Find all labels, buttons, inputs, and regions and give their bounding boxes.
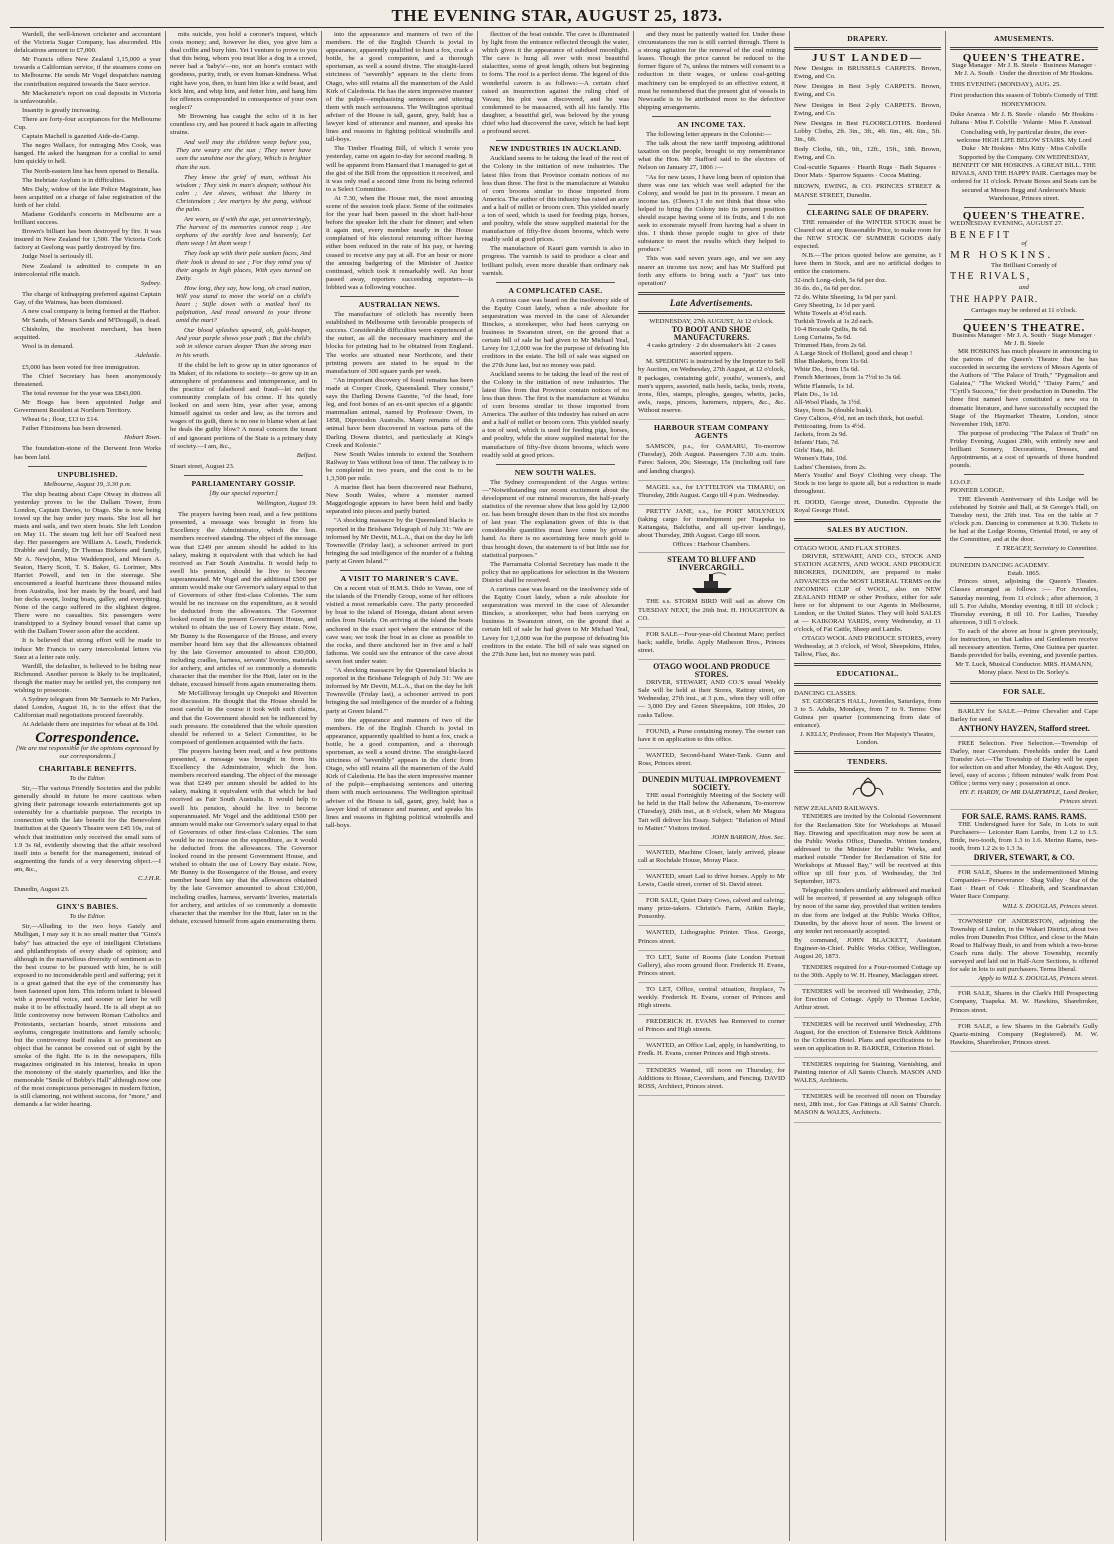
ad-title: PIONEER LODGE. [950,487,1005,495]
divider [794,519,941,522]
ad-title: OTAGO WOOL AND FLAX STORES. [794,545,902,553]
news-paragraph: On a recent visit of H.M.S. Dido to Vavau, one of the islands of the Friendly Group, some of her officers visited a most remarkable cave. The party proceeded by boat to the island of Hoonga, distant about seven miles from Neiafu. On arriving at the island the boats anchored in the exact spot where the entrance of the cave was; we took the boat in as close as possible to the rocks, and there anchored her in five and a half fathoms. We could see the entrance of the cave about seven feet under water. [326,585,473,665]
price-line: 72 do. White Sheeting, 1s 9d per yard. [794,293,897,301]
section-heading: AN INCOME TAX. [677,119,746,129]
divider [964,557,1084,558]
news-paragraph: A Sydney telegram from Mr Samuels to Mr Parkes, dated London, August 16, is to the effect that the Californian mail negotiations proceed favorably. [14,696,161,720]
divider [28,466,147,467]
divider [340,570,459,571]
price-line: Men's Youths' and Boys' Clothing very cheap. The Stock is too large to quote all, but a reduction is made throughout. [794,471,941,495]
ad-body: TO LET, Suite of Rooms (late London Portrait Gallery), also room ground floor. Frederick H. Evans, Princes street. [638,953,785,977]
poem-verse: How long, they say, how long, oh cruel nation, Will you stand to move the world on a child's heart ; Stifle down with a mailed heel its palpitation, And tread onward to your throne amid the mart? [176,284,311,325]
news-paragraph: A new coal company is being formed at the Harbor. [22,308,161,315]
ad-body: PRETTY JANE, s.s., for PORT MOLYNEUX (taking cargo for transhipment per Tuapeka to Kaitangata, Balclutha, and all up-river landings), about Thursday, 28th August. Cargo till noon. [638,507,785,540]
news-paragraph: A curious case was heard on the insolvency side of the Equity Court lately, when a rule absolute for sequestration was moved in the case of Alexander Binckes, a storekeeper, who had been carrying on business in Swanston street, on the ground that a certain bill of sale he had given to Mr Michael Yeal, Levey for 1,2,000 was for the purpose of defeating his creditors in the estate. The bill of sale was signed on the 27th June last, but no money was paid. [482,586,629,658]
divider [950,47,1098,50]
ad-title: CLEARING SALE OF DRAPERY. [806,207,929,217]
news-paragraph: The Sydney correspondent of the Argus writes:—"Notwithstanding our recent excitement about the development of our mineral resources, the half-yearly statistics of the revenue show that less gold by 12,000 oz. has been brought down than in the first six months of last year. The explanation given of this is that considerable quantities must have come by private hand. As there is no ascertaining how much gold is thus brought down, the statement is of but little use for statistical purposes." [482,478,629,559]
news-paragraph: Mr McGillivray brought up Onepoki and Riverton for discussion. He thought that the House should be most careful in the course it took with such claims, and that the Government should not be influenced by such pressure. He considered that the whole question should be referred to a Select Committee, to be composed of gentlemen acquainted with the facts. [170,690,317,746]
ad-title: FOR SALE. RAMS. RAMS. RAMS. [961,811,1087,821]
letter-salutation: To the Editor. [69,774,106,782]
ad-body: FOR SALE—Four-year-old Chestnut Mare; perfect hack; saddle, bridle. Apply Matheson Bros., Princes street. [638,630,785,654]
ad-body: DRIVER, STEWART, AND CO., STOCK AND STATION AGENTS, AND WOOL AND PRODUCE BROKERS, DUNEDIN, are prepared to make ADVANCES on the MOST LIBERAL TERMS on the INCOMING CLIP of WOOL, also on NEW ZEALAND HEMP or other Produce, either for sale here or for shipment to our Agents in Melbourne, London, or the United States. They will hold SALES at — KAIKORAI YARDS, every Wednesday, at 11 o'clock, of Fat Cattle, Sheep and Lambs. [794,553,941,634]
letter-date: Stuart street, August 23. [170,462,235,470]
classified-ad [950,708,1098,737]
divider [638,292,785,295]
ad-signature: Mr T. Luck, Musical Conductor. MRS. HAMANN, Moray place. Next to Dr. Sorley's. [955,661,1093,677]
letter-body: Mr Browning has caught the echo of it in her countless cry, and has poured it back again in affecting strains. [170,112,317,137]
classified-ad [638,849,785,870]
price-line: Blue Blankets, from 11s 6d. [794,358,869,366]
price-line: Grey Sheeting, 1s 1d per yard. [794,301,876,309]
price-line: White Towels at 4½d each. [794,309,867,317]
news-paragraph: The negro Wallace, for outraging Mrs Cook, was hanged. He asked the hangman for a cordial to send him quickly to hell. [14,142,161,166]
ad-line: THE RIVALS, [950,271,1032,283]
news-paragraph: The manufacture of oilcloth has recently been established in Melbourne with favorable prospects of success. Considerable difficulties were experienced at the outset, as all the necessary machinery and the blocks for printing had to be obtained from England. The works are situated near Northcote, and their printing powers are stated to be equal to the manufacture of 300 square yards per week. [326,311,473,375]
news-paragraph: The charge of kidnapping preferred against Captain Gay, of the Waimea, has been dismissed. [14,290,161,306]
section-heading: AUSTRALIAN NEWS. [358,300,441,309]
ad-line: Business Manager · Mr J. A. South · Stage Manager · Mr J. B. Steele [952,331,1096,347]
ad-body: WANTED, smart Lad to drive horses. Apply to Mr Lewis, Castle street, corner of St. David street. [638,872,785,889]
price-line: French Merinoes, from 1s 7½d to 3s 6d. [794,374,902,382]
price-line: 36 do. do., 6s 6d per doz. [794,285,862,293]
shipping-ad [638,508,785,553]
ad-body: WANTED, an Office Lad, apply, in handwriting, to Fredk. H. Evans, corner Princes and High streets. [638,1042,785,1058]
ad-signature: BROWN, EWING, & CO. PRINCES STREET & MANSE STREET, Dunedin. [794,183,941,199]
news-paragraph: Mr Francis offers New Zealand 1,15,000 a year towards a Californian service, if the steamers come on to Melbourne. He sends Mr Vogel despatches naming the contribution required towards the Suez service. [14,56,161,88]
shipping-ad [638,556,785,627]
divider [808,204,927,205]
dateline: Hobart Town. [124,434,161,442]
poem-verse: Our blood splashes upward, oh, gold-heaper, And your purple shows your path ; But the child's sob in silence curses deeper Than the strong man in his wrath. [176,327,311,359]
ad-body: TOWNSHIP OF ANDERSTON, adjoining the Township of Linden, in the Wakari District, about two miles from Dunedin Post Office, and close to the Main Road to Halfway Bush, to and from which a two-horse Coach runs daily. The above Township, recently surveyed and laid out in Half-Acre Sections, is offered for sale in lots to suit purchasers. Terms liberal. [950,917,1098,974]
ad-body: FOR SALE, Shares in the undermentioned Mining Companies— Perseverance · Shag Valley · Star of the East · Heart of Oak · Elizabeth, and Scandinavian Water Race Company. [950,869,1098,901]
ad-date: THIS EVENING (MONDAY), AUG. 25. [950,81,1062,89]
news-paragraph: A marine fleet has been discovered near Bathurst, New South Wales, where a monster named Maggotlogogie appears to have been held and badly separated into pieces and partly buried. [326,484,473,516]
ad-signature: J. KELLY, Professor, From Her Majesty's Theatre, London. [800,731,935,747]
ad-title: I.O.O.F. [950,479,972,487]
news-paragraph: Wheat 6s ; flour, £13 to £14. [22,416,99,424]
classified-ad [638,752,785,773]
news-paragraph: Madame Goddard's concerts in Melbourne are a brilliant success. [14,210,161,227]
section-heading: A COMPLICATED CASE. [508,285,603,295]
ad-line: and [1018,284,1030,292]
dateline: Sydney. [140,279,161,287]
theatre-title: QUEEN'S THEATRE. [962,52,1086,65]
divider [28,898,147,899]
ad-body: WANTED, Machine Closer, lately arrived, please call at Rochdale House, Moray Place. [638,848,785,864]
letter-signature: C.J.H.R. [137,875,161,882]
divider [794,683,941,686]
correspondence-heading: Correspondence. [35,729,140,746]
column-6 [790,31,946,1541]
letter-heading: CHARITABLE BENEFITS. [38,763,137,773]
ad-body: ST. GEORGE'S HALL, Juveniles, Saturdays, from 3 to 5. Adults, Mondays, from 7 to 9. Terms: One Guinea per quarter (commencing from date of entrance). [794,697,941,729]
ad-body: TENDERS are invited by the Colonial Government for the Reclamation Site for Workshops at Mussel Bay. Drawing and specification may now be seen at the Public Works Office, Dunedin. Written tenders, addressed to the Minister for Public Works, and marked outside "Tender for Reclamation of Site for Workshops at Mussel Bay," will be received at this office up till four p.m. of Wednesday, the 3rd September, 1873. [794,813,941,886]
news-paragraph: There are forty-four acceptances for the Melbourne Cup. [14,115,161,132]
news-paragraph: New South Wales intends to extend the Southern Railway to Yass without loss of time. The railway is to be completed in two years, and the cost is to be 1,3,500 per mile. [326,450,473,482]
news-paragraph: The ship beating about Cape Otway in distress all yesterday proves to be the Dallam Tower, from London, Captain Davies, to Otago. She is now being towed up the bay under jury masts. She lost all her masts and sails, and two stern boats. She left London on May 11. The steam tug left her off Seaford next day. Her passengers are William A. Leach, Frederick Drabble and family, Dr Thomas Bickens and family, Mr A. Newjohn, Miss Waddenpool, and Messrs A. Seaton, Harry Scott, T. S. Baker, G. Lorimer, Mrs Harriet Powell, and ten in the steerage. She encountered a fearful hurricane three thousand miles from Australia, lost her masts by the board, and had her decks swept, losing boats, galley, and everything. None of the cargo suffered in the slightest degree. There were no casualties. Six passengers were transhipped to a Sydney bound vessel that came up with the Dallam Tower soon after the accident. [14,490,161,636]
news-paragraph: Mrs Daly, widow of the late Police Magistrate, has been acquitted on a charge of false registration of the birth of her child. [14,185,161,209]
divider [794,663,941,666]
section-heading: NEW INDUSTRIES IN AUCKLAND. [489,144,622,154]
ad-items: 4 casks grindery · 2 do shoemaker's kit · 2 cases assorted uppers. [647,342,776,358]
news-paragraph: Chisholm, the insolvent merchant, has been acquitted. [14,326,161,342]
divider [794,47,941,50]
theatre-title: QUEEN'S THEATRE. [962,209,1086,222]
ad-signature: ANTHONY HAYZEN, Stafford street. [958,723,1090,733]
classified-ad [638,929,785,950]
classified-ad [638,1018,785,1039]
classified-ad [950,990,1098,1019]
column-1 [10,31,166,1541]
columns [10,31,1104,1541]
ad-body: FOUND, a Purse containing money. The owner can have it on application to this office. [638,727,785,743]
news-paragraph: flection of the boat outside. The cave is illuminated by light from the entrance reflected through the water, which gives it the appearance of subdued moonlight. The cave is hung all over with most beautiful stalactites, some of great length, others but beginning to form. The roof is a perfect dome. The legend of this wonderful cavern is as follows:—A certain chief raised an insurrection against the ruling chief of Vavau; his plot was discovered, and he was condemned to be massacred, with all his family. His daughter, a beautiful girl, was beloved by the young chief who had discovered the cave, which he had kept a profound secret. [482,31,629,136]
news-paragraph: The manufacture of Kauri gum varnish is also in progress. The varnish is said to produce a clear and brilliant polish, even more durable than ordinary oak varnish. [482,245,629,277]
ad-title: STEAM TO BLUFF AND INVERCARGILL. [667,555,756,573]
ad-line: New Designs in BRUSSELS CARPETS. Brown, Ewing, and Co. [794,65,941,81]
ad-line: Estab. 1865. [1007,570,1041,578]
column-3 [322,31,478,1541]
news-paragraph: and they must be patiently waited for. Under these circumstances the run is still carried through. There is a strong agitation for the removal of the coal mining leases. Though the price cannot be reduced to the former figure of 7s, unless the miners will consent to a reduction in their wages, or unless coal-getting machinery can be employed to an effective extent, it must be remembered that the present glut of vessels in Newcastle is to be attributed more to the defective shipping arrangements. [638,31,785,111]
ad-body: To each of the above an hour is given previously, for instruction, so that Ladies and Gentlemen receive all necessary attention. Terms, One Guinea per quarter. Bands provided for balls, evening, and juvenile parties. [950,627,1098,660]
news-paragraph: Brown's billiant has been destroyed by fire. It was insured in New Zealand for 1,500. The Victoria Cork factory at Geelong was partly destroyed by fire. [14,228,161,252]
news-paragraph: The following letter appears in the Colonist:— [646,131,772,139]
ad-signature: By command, JOHN BLACKETT, Assistant Engineer-in-Chief. Public Works Office, Wellington, August 20, 1873. [794,936,941,960]
classified-ad [638,631,785,660]
ad-signature: JOHN BARRON, Hon. Sec. [711,833,785,841]
ad-title: DANCING CLASSES. [794,689,857,697]
ad-body: WANTED, Lithographic Printer. Thos. George, Princes street. [638,929,785,945]
news-paragraph: It is believed that strong effort will be made to induce Mr Francis to carry intercolonial letters via Suez at a letter rate only. [14,637,161,661]
divider [794,751,941,754]
ad-title: TO BOOT AND SHOE MANUFACTURERS. [671,325,752,343]
ad-body: DRIVER, STEWART, AND CO.'S usual Weekly Sale will be held at their Stores, Rattray street, on Wednesday, 27th inst., at 3 p.m., when they will offer — 3,000 Dry and Green Sheepskins, 100 Hides, 20 casks Tallow. [638,679,785,719]
news-paragraph: into the appearance and manners of two of the members. He of the English Church is jovial in appearance, apparently qualified to hunt a fox, crack a bottle, be a good companion, and a thorough sportsman, as well a sound divine. The straight-laced strictness of "seventhly" appears in the cleric from Otago, who still retains all the mannerism of the Auld Kirk of Caledonia. He has the stern impressive manner of the pulpit—emphasising sentences and uttering them with much seriousness. The Wellington spiritual adviser of the House is tall, gaunt, grey, bald; has a lawyer kind of utterance and manner, and speaks his lines and reasons in fighting political windmills and tall-boys. [326,716,473,829]
price-line: Trimmed Hats, from 2s 6d. [794,342,867,350]
ad-body: N.B.—The prices quoted below are genuine, as I have them in Stock, and are no artificial dodges to entice the customers. [794,252,941,276]
ad-body: M. SPEDDING is instructed by the Importer to Sell by Auction, on Wednesday, 27th August, at 12 o'clock, 8 packages, containing girls', youths', women's, and men's uppers, assorted, nails heels, tacks, tools, rivets, irons, files, stamps, ploughs, gauges, whetts, jacks, awls, rasps, pincers, hammers, nippers, &c., &c. Without reserve. [638,358,785,414]
price-line: Long Curtains, 5s 6d. [794,334,852,341]
classified-ad [950,740,1098,810]
poem-verse: They look up with their pale sunken faces, And their look is dread to see ; For they mind you of their angels in high places, With eyes turned on Deity. [176,250,311,282]
ad-body: FOR SALE, a few Shares in the Gabriel's Gully Quartz-mining Company (Registered). M. W. Hawkins, Sharebroker, Princes street. [950,1022,1098,1046]
news-paragraph: into the appearance and manners of two of the members. He of the English Church is jovial in appearance, apparently qualified to hunt a fox, crack a bottle, be a good companion, and a thorough sportsman, as well a sound divine. The straight-laced strictness of "seventhly" appears in the cleric from Otago, who still retains all the mannerism of the Auld Kirk of Caledonia. He has the stern impressive manner of the pulpit—emphasising sentences and uttering them with much seriousness. The Wellington spiritual adviser of the House is tall, gaunt, grey, bald; has a lawyer kind of utterance and manner, and speaks his lines and reasons in fighting political windmills and tall-boys. [326,31,473,144]
ad-title: DUNEDIN MUTUAL IMPROVEMENT SOCIETY. [641,775,782,793]
news-paragraph: Father Fitzsimons has been drowned. [22,425,122,433]
royal-crest-icon [794,777,941,803]
price-line: Grey Calicos, 4½d, not an inch thick, but useful. [794,414,924,422]
divider [950,681,1098,684]
shipping-ad [638,484,785,505]
divider [496,140,615,141]
ad-body: TENDERS requiring for Staining, Varnishing, and Painting interior of All Saints Church. MASON AND WALES, Architects. [794,1060,941,1085]
divider [496,282,615,283]
section-heading: FOR SALE. [1002,687,1046,697]
ad-title: NEW ZEALAND RAILWAYS. [794,805,880,813]
poem-verse: And well may the children weep before you, They are weary ere the sun ; They never have seen the sunshine nor the glory, Which is brighter than the sun. [176,139,311,171]
news-paragraph: New Zealand is admitted to compete in an intercolonial rifle match. [14,262,161,278]
news-paragraph: The Parramatta Colonial Secretary has made it the policy that no applications for selection in the Western District shall be received. [482,560,629,584]
column-5 [634,31,790,1541]
ad-line: New Designs in Best FLOORCLOTHS. Bordered Lobby Cloths, 2ft. 3in., 3ft., 4ft. 6in., 4ft. 6in., 5ft. 3in., 6ft. [794,119,941,143]
ad-line: Carriages may be ordered at 11 o'clock. [971,306,1077,314]
ad-headline: JUST LANDED— [812,52,923,65]
tender-ad [794,1061,941,1090]
classified-ad [638,873,785,894]
news-paragraph: The Timber Floating Bill, of which I wrote you yesterday, came on again to-day for second reading. It will be apparent from Hansard that I managed to get at the gist of the Bill from the opposition it received, and it was only read a second time from its being referred to a Select Committee. [326,145,473,193]
price-line: 32-inch Long-cloth, 5s 6d per doz. [794,277,887,285]
price-line: White Flannels, 1s 1d. [794,382,854,390]
shipping-ad [638,443,785,480]
tender-ad [794,1021,941,1058]
poem-verse: They know the grief of man, without his wisdom ; They sink in man's despair, without his calm ; Are slaves, without the liberty in Christendom ; Are martyrs by the pang, without the palm. [176,173,311,213]
news-paragraph: The prayers having been read, and a few petitions presented, a message was brought in from his Excellency the Administrator, which the hon. members received standing. The object of the message was that £249 per annum should be added to his salary, making it equivalent with that which he had received as Fair South Australia. It would help to swell his pension, should he live to become superannuated. Mr Vogel and the additional £500 per annum would make our Governor's salary equal to that of Governors of other first-class Colonies. The sum would be no increase on the expenditure, as it would be deducted from the allowances. The Governor looked round in the present Government House, and wished to obtain the use of Lowry Bay estate. Now, Mr Bunny is the Rosengarce of the House, and every member heard him say that the allowances obtained by the late Governor amounted to about £30,000, including cradles, harness, servants' liveries, materials for archery, and articles of so commonly a domestic character that the member for the Hutt, later on in the debate, excused himself from again enumerating them. [170,511,317,689]
ad-body: THE Undersigned have for Sale, in Lots to suit Purchasers— Leicester Ram Lambs, from 1.2 to 1.5. Bride, two-tooth, from 1.3 to 1.6. Merino Rams, two-tooth, from 1.2 2s to 1.3 3s. [950,820,1098,852]
divider [496,464,615,465]
classified-ad [950,869,1098,914]
divider [340,296,459,297]
price-line: Ladies' Chemises, from 2s. [794,463,867,471]
section-heading: PARLIAMENTARY GOSSIP. [191,478,296,488]
dateline: Adelaide. [135,352,161,360]
ad-body: FREE Selection. Free Selection.—Township of Darley, near Caversham. Freeholds under the Land Transfer Act.—The Township of Darley will be open for selection on and after Monday, the 4th August. Dry, level, easy of access ; fifteen minutes' walk from Post Office ; terms very easy ; possession at once. [950,739,1098,788]
column-7 [946,31,1102,1541]
divider [964,474,1084,475]
ad-body: THE Eleventh Anniversary of this Lodge will be celebrated by Soirée and Ball, at St George's Hall, on Tuesday next, the 26th inst. Tea on the table at 7 o'clock p.m. Dancing to commence at 9.30. Tickets to be had at the Lodge Rooms, Oriental Hotel, or any of the Committee, and at the door. [950,495,1098,543]
ad-body: The purpose of producing "The Palace of Truth" on Friday Evening, August 29th, with entirely new and brilliant Scenery, Decorations, Dresses, and Appointments, at a cost of upwards of three hundred pounds. [950,429,1098,470]
classified-ad [638,897,785,926]
ad-body: First production this season of Tobin's Comedy of THE HONEYMOON. [950,92,1098,108]
ad-body: TENDERS Wanted, till noon on Thursday, for Additions to House, Caversham, and Fencing. DAVID ROSS, Architect, Princes street. [638,1066,785,1090]
classified-ad [638,728,785,749]
classified-ad [950,918,1098,988]
ad-body: Supported by the Company. ON WEDNESDAY, BENEFIT OF MR HOSKINS. A GREAT BILL. THE RIVALS, AND THE HAPPY PAIR. Carriages may be ordered for 11 o'clock. Private Boxes and Seats can be secured at Messrs Begg and Anderson's Music Warehouse, Princes street. [951,154,1097,202]
steamship-icon [638,572,785,598]
ad-date: WEDNESDAY EVENING, AUGUST 27. [950,219,1063,227]
price-line: Infants' Hats, 7d. [794,439,840,447]
news-paragraph: Mr Mackenzie's report on coal deposits in Victoria is unfavourable. [14,89,161,105]
letter-body: If the child be left to grow up in utter ignorance of its Maker, of its relations to society—to grow up in an atmosphere of profaneness and intemperance, and in the practice of falsehood and fraud—let not the community complain of his crime. If his quietly looked on and seen him, year after year, among himself against us order and law, as the terrors and wages of its guilt, there is no one to blame when at last he deals the guilty blow? A moral concern the tenant of and ignorant portions of the State is a primary duty of society.—I am, &c., [170,361,317,450]
price-line: Petticoating, from 1s 4½d. [794,423,865,431]
news-paragraph: Captain Machell is gazetted Aide-de-Camp. [22,133,140,141]
ad-signature: H. DODD, George street, Dunedin. Opposite the Royal George Hotel. [794,498,941,514]
ad-line: New Designs in Best 2-ply CARPETS. Brown, Ewing, and Co. [794,101,941,117]
price-line: Girls' Hats, 8d. [794,447,835,455]
news-paragraph: Wool is in demand. [22,343,74,351]
section-heading: A VISIT TO MARINER'S CAVE. [340,574,459,583]
price-line: Stays, from 3s (double busk). [794,406,873,414]
news-paragraph: Wardell, the well-known cricketer and accountant of the Victoria Sugar Company, has absconded. His defalcations amount to £7,000. [14,31,161,55]
price-line: Jackets, from 2s 9d. [794,431,848,439]
news-paragraph: "An important discovery of fossil remains has been made at Cooper Creek, Queensland. They consist," says the Darling Downs Gazette, "of the head, fore leg, and foot bones of an ex-unit species of a gigantic mammalian animal, named by Professor Owen, in 1858, Diprotodon Australis. Many remains of this animal have been discovered in various parts of the Darling Downs district, and particularly at King's Creek and Kolonie." [326,376,473,449]
ad-body: BARLEY for SALE.—Prime Chevalier and Cape Barley for seed. [950,707,1098,723]
news-paragraph: This was said seven years ago, and we see any nearer an income tax now; and has Mr Stafford put forth any efforts to bring such a "just" tax into operation? [638,255,785,287]
divider [794,538,941,541]
classified-ad [638,954,785,983]
section-heading: HARBOUR STEAM COMPANY AGENTS [654,423,769,441]
ad-body: TENDERS will be received until Wednesday, 27th August, for the erection of Extensive Brick Additions to the Criterion Hotel. Plans and specifications to be seen on application to R. BARKER, Criterion Hotel. [794,1020,941,1052]
ad-body: WANTED, Second-hand Water-Tank. Gunn and Ross, Princes street. [638,751,785,767]
ad-body: SAMSON, p.s., for OAMARU, To-morrow (Tuesday), 26th August. Passengers 7.30 a.m. train. Fares: Saloon, 20s; Steerage, 15s (including rail fare and landing charges). [638,443,785,475]
section-heading: UNPUBLISHED. [57,469,118,479]
ad-body: MAGEL s.s., for LYTTELTON via TIMARU, on Thursday, 28th August. Cargo till 4 p.m. Wednesday. [638,483,785,499]
ad-body: OTAGO WOOL AND PRODUCE STORES, every Wednesday, at 3 o'clock, of Wool, Sheepskins, Hides, Tallow, Flax, &c. [794,635,941,659]
tender-ad [794,988,941,1017]
ad-line: Body Cloths, 6ft., 9ft., 12ft., 15ft., 18ft. Brown, Ewing, and Co. [794,146,941,162]
ad-line: of [1021,239,1027,247]
section-heading: SALES BY AUCTION. [827,525,908,535]
ad-signature: Apply to WILL S. DOUGLAS, Princes street. [978,975,1098,983]
news-paragraph: At 7.30, when the House met, the most amusing scene of the session took place. Some of the estimates for the year had been passed in the short half-hour before the speaker left the chair for dinner; and when it again met, every member nearly in the House complained of his electoral returning officer having either been reduced in the rate of his pay, or having ceased to receive any pay at all. For an hour or more the amusing badgering of the Minister of Justice continued, which took it remarkably well. An hour passed away, reporters succeeding reporters—is lobbied was a following vouchee. [326,194,473,291]
letter-date: Dunedin, August 23. [14,886,70,894]
ad-line: MR HOSKINS. [950,249,1054,262]
price-line: Turkish Towels at 1s 2d each. [794,317,874,325]
news-paragraph: Wardill, the defaulter, is believed to be hiding near Richmond. Another person is likely to be implicated, though the matter may be settled yet, the company not wishing to prosecute. [14,662,161,695]
column-4 [478,31,634,1541]
news-paragraph: £5,000 has been voted for free immigration. [22,363,140,371]
divider [964,207,1084,208]
tender-ad [794,964,941,985]
ad-body: FREDERICK H. EVANS has Removed to corner of Princes and High streets. [638,1018,785,1034]
ad-body: FOR SALE, Quiet Dairy Cows, calved and calving; many prize-takers. Christie's Farm, Aitkin Bayle, Ponsonby. [638,897,785,921]
ad-title: OTAGO WOOL AND PRODUCE STORES. [653,662,770,680]
auction-ad [638,318,785,420]
price-line: All-Wool Plaids, 3s 1½d. [794,398,862,406]
classified-ad [638,663,785,725]
news-paragraph: "A shocking massacre by the Queensland blacks is reported in the Brisbane Telegraph of July 31: 'We are informed by Mr Devitt, M.L.A., that on the day he left Townsville (Friday last), a schooner arrived in port bringing the sad intelligence of the murder of a fishing party at Green Island.'" [326,667,473,715]
ad-line: The Brilliant Comedy of [991,262,1057,270]
divider [184,475,303,476]
news-paragraph: "As for new taxes, I have long been of opinion that there was one tax which was well adapted for the Colony, and would be just in its pressure. I mean an income tax. (Cheers.) I do not think that those who helped to bring the Colony into its present position should escape having some of its fruits, and I do not seek to exonerate myself from having had a share in this. I think those people ought to give of their substance to meet the results which they helped to produce." [638,173,785,254]
section-heading: AMUSEMENTS. [994,34,1054,43]
ad-signature: HY. F. HARDY, Or MR DALRYMPLE, Land Broker, Princes street. [959,789,1098,805]
ad-title: DUNEDIN DANCING ACADEMY. [950,562,1049,570]
poem-verse: Are worn, as if with the age, yet unretrievingly, The harvest of its memories cannot reap ; Are orphans of the earthly love and heavenly, Let them weep ! let them weep ! [176,216,311,248]
news-paragraph: Auckland seems to be taking the lead of the rest of the Colony in the initiation of new industries. The latest files from that Province contain notices of no less than three. The first is the manufacture at Waiuku of corn brooms similar to those imported from America. The author of this industry has raised an acre and a half of millet or broom corn. This yielded nearly a ton of seed, which is used for feeding pigs, horses, and poultry, while the straw supplied material for the manufacture of fifty-five dozen brooms, which were readily sold at good prices. [482,370,629,459]
news-paragraph: The Inebriate Asylum is in difficulties. [22,176,126,184]
tender-ad [794,1093,941,1122]
price-line: 10-4 Brocade Quilts, 8s 6d. [794,325,868,333]
news-paragraph: "A shocking massacre by the Queensland blacks is reported in the Brisbane Telegraph of July 31: 'We are informed by Mr Devitt, M.L.A., that on the day he left Townsville (Friday last), a schooner arrived in port bringing the sad intelligence of the murder of a fishing party at Green Island.'" [326,517,473,565]
news-paragraph: The talk about the new tariff imposing additional taxation on the people, brought to my remembrance what the Hon. Mr Stafford said to the electors of Nelson on January 27, 1866 :— [638,140,785,172]
section-heading: TENDERS. [847,757,888,767]
classified-ad [950,813,1098,867]
ad-date: WEDNESDAY, 27th AUGUST, At 12 o'clock. [649,317,774,325]
ad-line: Stage Manager · Mr J. B. Steele · Business Manager · Mr J. A. South · Under the direction of Mr Hoskins. [951,62,1097,78]
editorial-note: [We are not responsible for the opinions expressed by our correspondents.] [15,744,160,760]
section-heading: DRAPERY. [847,34,888,43]
cast-list: Duke Aranza · Mr J. B. Steele · olando · Mr Hoskins · Juliana · Miss F. Colville · Volante · Miss F. Anstead [950,110,1098,126]
letter-body: Sir,—Alluding to the two boys Gately and Mulligan, I may say it is no small matter that "Ginx's baby" has attracted the eye of intelligent Christians and philanthropists of every shade of opinion; and although in the marvellous diversity of sentiment as to the best course to be pursued with him, he is still exposed to no inconsiderable peril and suffering; yet it is a great gained that the eye of the community has been fastened upon him. This inform infant is blessed with a powerful voice, and sooner or later he will make it to be effectually heard. He is all ebept at no little controversy now between Roman Catholics and Protestants, sectarian boards, street missions and asylums, congregate institutions and family schools; but the controversy itself makes it so prominent an object that he cannot be covered out of sight by the smoke of the fight. He is in the newspapers, fills magazines originated in his interest, breaks in upon the monotony of the stately quarterlies, and like the memorable "Smile of Bobby's Hall" although now one of the most conspicuous personages in modern fiction, is still clamoring, not without success, for "more," and demands a far wider hearing. [14,923,161,1109]
news-paragraph: Insanity is greatly increasing. [22,106,101,114]
column-2 [166,31,322,1541]
ad-body: TENDERS will be received till Wednesday, 27th, for Erection of Cottage. Apply to Thomas Lockie, Arthur street. [794,988,941,1012]
ad-body: FOR SALE, Shares in the Clark's Hill Prospecting Company, Tuapeka. M. W. Hawkins, Sharebroker, Princes street. [950,990,1098,1014]
letter-salutation: To the Editor. [69,913,106,921]
ad-body: Princes street, adjoining the Queen's Theatre. Classes arranged as follows :— For Juveniles, Saturday morning, from 11 o'clock ; after afternoon, 3 till 5. For Adults, Monday evening, 8 till 10 o'clock ; Thursday evening, 8 till 10. For Ladies, Tuesday afternoon, 3 till 5 o'clock. [950,578,1098,626]
letter-signature: Belfast. [296,451,317,459]
ad-signature: T. TREACEY, Secretary to Committee. [995,545,1098,553]
divider [964,319,1084,320]
news-paragraph: Mr Boags has been appointed Judge and Government Resident at Northern Territory. [14,398,161,415]
letter-heading: GINX'S BABIES. [56,902,119,912]
ad-footer: Offices : Harbour Chambers. [672,541,751,549]
news-paragraph: The Chief Secretary has been anonymously threatened. [14,372,161,388]
divider [950,701,1098,704]
news-paragraph: The total revenue for the year was £843,000. [22,389,142,397]
price-line: A Large Stock of Holland, good and cheap ! [794,350,913,358]
ad-line: BENEFIT [950,229,1013,241]
news-paragraph: A curious case was heard on the insolvency side of the Equity Court lately, when a rule absolute for sequestration was moved in the case of Alexander Binckes, a storekeeper, who had been carrying on business in Swanston street, on the ground that a certain bill of sale he had given to Mr Michael Yeal, Levey for 1,2,000 was for the purpose of defeating his creditors in the estate. The bill of sale was signed on the 27th June last, but no money was paid. [482,296,629,369]
letter-body: mits suicide, you hold a coroner's inquest, which costs money; and, however he dies, you give him a deal coffin and bury him. Yet I venture to prove to you that this being, whom you treat like a dog in a crowd, never had a 'baby's'—no, nor an honr's contact with goodness, purity, truth, or even human-kindness. What right have you, then, to hunt him like a wild beast, and kick him, and whip him, and fetter him, and hang him for offences compounded in consequence of your own neglect? [170,31,317,111]
dateline: Wellington, August 19. [256,500,317,508]
divider [794,770,941,773]
ad-signature: DRIVER, STEWART, & CO. [973,853,1075,863]
section-heading: EDUCATIONAL. [836,669,899,679]
news-paragraph: The foundation-stone of the Derwent Iron Works has been laid. [14,445,161,461]
theatre-title: QUEEN'S THEATRE. [962,321,1086,334]
ad-body: Concluding with, by particular desire, the ever-welcome HIGH LIFE BELOW STAIRS. My Lord Duke · Mr Hoskins · Mrs Kitty · Miss Colville [956,128,1092,153]
ad-line: New Designs in Best 3-ply CARPETS. Brown, Ewing, and Co. [794,83,941,99]
news-paragraph: Judge Noel is seriously ill. [22,253,94,261]
news-paragraph: Auckland seems to be taking the lead of the rest of the Colony in the initiation of new industries. The latest files from that Province contain notices of no less than three. The first is the manufacture at Waiuku of corn brooms similar to those imported from America. The author of this industry has raised an acre and a half of millet or broom corn. This yielded nearly a ton of seed, which is used for feeding pigs, horses, and poultry, while the straw supplied material for the manufacture of fifty-five dozen brooms, which were readily sold at good prices. [482,155,629,244]
ad-body: THE remainder of the WINTER STOCK must be Cleared out at any Reasonable Price, to make room for the NEW STOCK OF SUMMER GOODS daily expected. [794,218,941,250]
ad-signature: WILL S. DOUGLAS, Princes street. [1002,902,1098,910]
late-ads-heading: Late Advertisements. [669,297,754,308]
ad-body: TENDERS required for a Four-roomed Cottage up to the 30th. Apply to W. H. Heaney, Maclaggan street. [794,964,941,980]
ad-body: MR HOSKINS has much pleasure in announcing to the patrons of the Queen's Theatre that he has succeeded in securing the services of Messrs Agents of the Authors of "The Palace of Truth," "Pygmalion and Galatea," "The Wicked World," "Daisy Farm," and "Cyril's Success," for their production in Dunedin. The three first named have constituted a new era in dramatic literature, and have successfully occupied the Stage of the Haymarket Theatre, London, since November 19th, 1870. [950,347,1098,428]
classified-ad [638,1042,785,1063]
divider [638,311,785,314]
letter-body: Sir,—The various Friendly Societies and the public generally should in future be more cautious when giving their patronage towards entertainments got up ostensibly for a charitable purpose. The receipts in connection with the late benefit for the Benevolent Institution at the Queen's Theatre were £45 10s, out of which that institution only received the small sum of 1.9 3s 6d, evidently showing that the affair resolved itself into a benefit for the management, instead of augmenting the funds of a very deserving object.—I am, &c., [14,784,161,873]
price-line: White Do., from 15s 6d. [794,366,860,374]
news-paragraph: Mr Sands, of Messrs Sands and M'Dougall, is dead. [22,317,161,325]
ad-body: TENDERS will be received till noon on Thursday next, 28th inst., for Gas Fittings at All Saints' Church. MASON & WALES, Architects. [794,1093,941,1117]
price-line: Plain Do., 1s 1d. [794,390,839,398]
classified-ad [950,1023,1098,1052]
price-line: Women's Hats, 10d. [794,455,848,463]
news-paragraph: The North-eastern line has been opened to Benalla. [22,167,160,175]
news-paragraph: The prayers having been read, and a few petitions presented, a message was brought in from his Excellency the Administrator, which the hon. members received standing. The object of the message was that £249 per annum should be added to his salary, making it equivalent with that which he had received as Fair South Australia. It would help to swell his pension, should he live to become superannuated. Mr Vogel and the additional £500 per annum would make our Governor's salary equal to that of Governors of other first-class Colonies. The sum would be no increase on the expenditure, as it would be deducted from the allowances. The Governor looked round in the present Government House, and wished to obtain the use of Lowry Bay estate. Now, Mr Bunny is the Rosengarce of the House, and every member heard him say that the allowances obtained by the late Governor amounted to about £30,000, including cradles, harness, servants' liveries, materials for archery, and articles of so commonly a domestic character that the member for the Hutt, later on in the debate, excused himself from again enumerating them. [170,747,317,925]
section-heading: NEW SOUTH WALES. [514,467,597,477]
ad-line: THE HAPPY PAIR. [950,294,1039,305]
news-paragraph: At Adelaide there are inquiries for wheat at 8s 10d. [22,721,159,729]
byline: [By our special reporter.] [209,489,278,497]
ad-body: THE usual Fortnightly Meeting of the Society will be held in the Hall below the Athenæum, To-morrow (Tuesday), 26th inst., at 8 o'clock, when Mr Maguza Tait will deliver his Essay. Subject: "Relation of Mind to Matter." Visitors invited. [638,792,785,832]
classified-ad [638,1067,785,1096]
ad-body: TO LET, Office, central situation, fireplace, 7s weekly. Frederick H. Evans, corner of Princes and High streets. [638,985,785,1010]
divider [652,116,771,117]
ad-body: THE s.s. STORM BIRD Will sail as above On TUESDAY NEXT, the 26th Inst. H. HOUGHTON & CO. [638,598,785,622]
ad-line: Coal-scuttle Squares · Hearth Rugs · Bath Squares · Door Mats · Sparrow Squares · Cocoa Matting. [794,164,941,180]
classified-ad [638,986,785,1015]
classified-ad [638,776,785,846]
dateline: Melbourne, August 19, 3.30 p.m. [43,480,132,488]
ad-body: Telegraphic tenders similarly addressed and marked will be received, if presented at any telegraph office by noon of the same day, provided that written tenders in due form are lodged at the Public Works Office, Dunedin, by the above hour of noon. The lowest or any tender not necessarily accepted. [794,887,941,935]
masthead: THE EVENING STAR, AUGUST 25, 1873. [10,6,1104,28]
